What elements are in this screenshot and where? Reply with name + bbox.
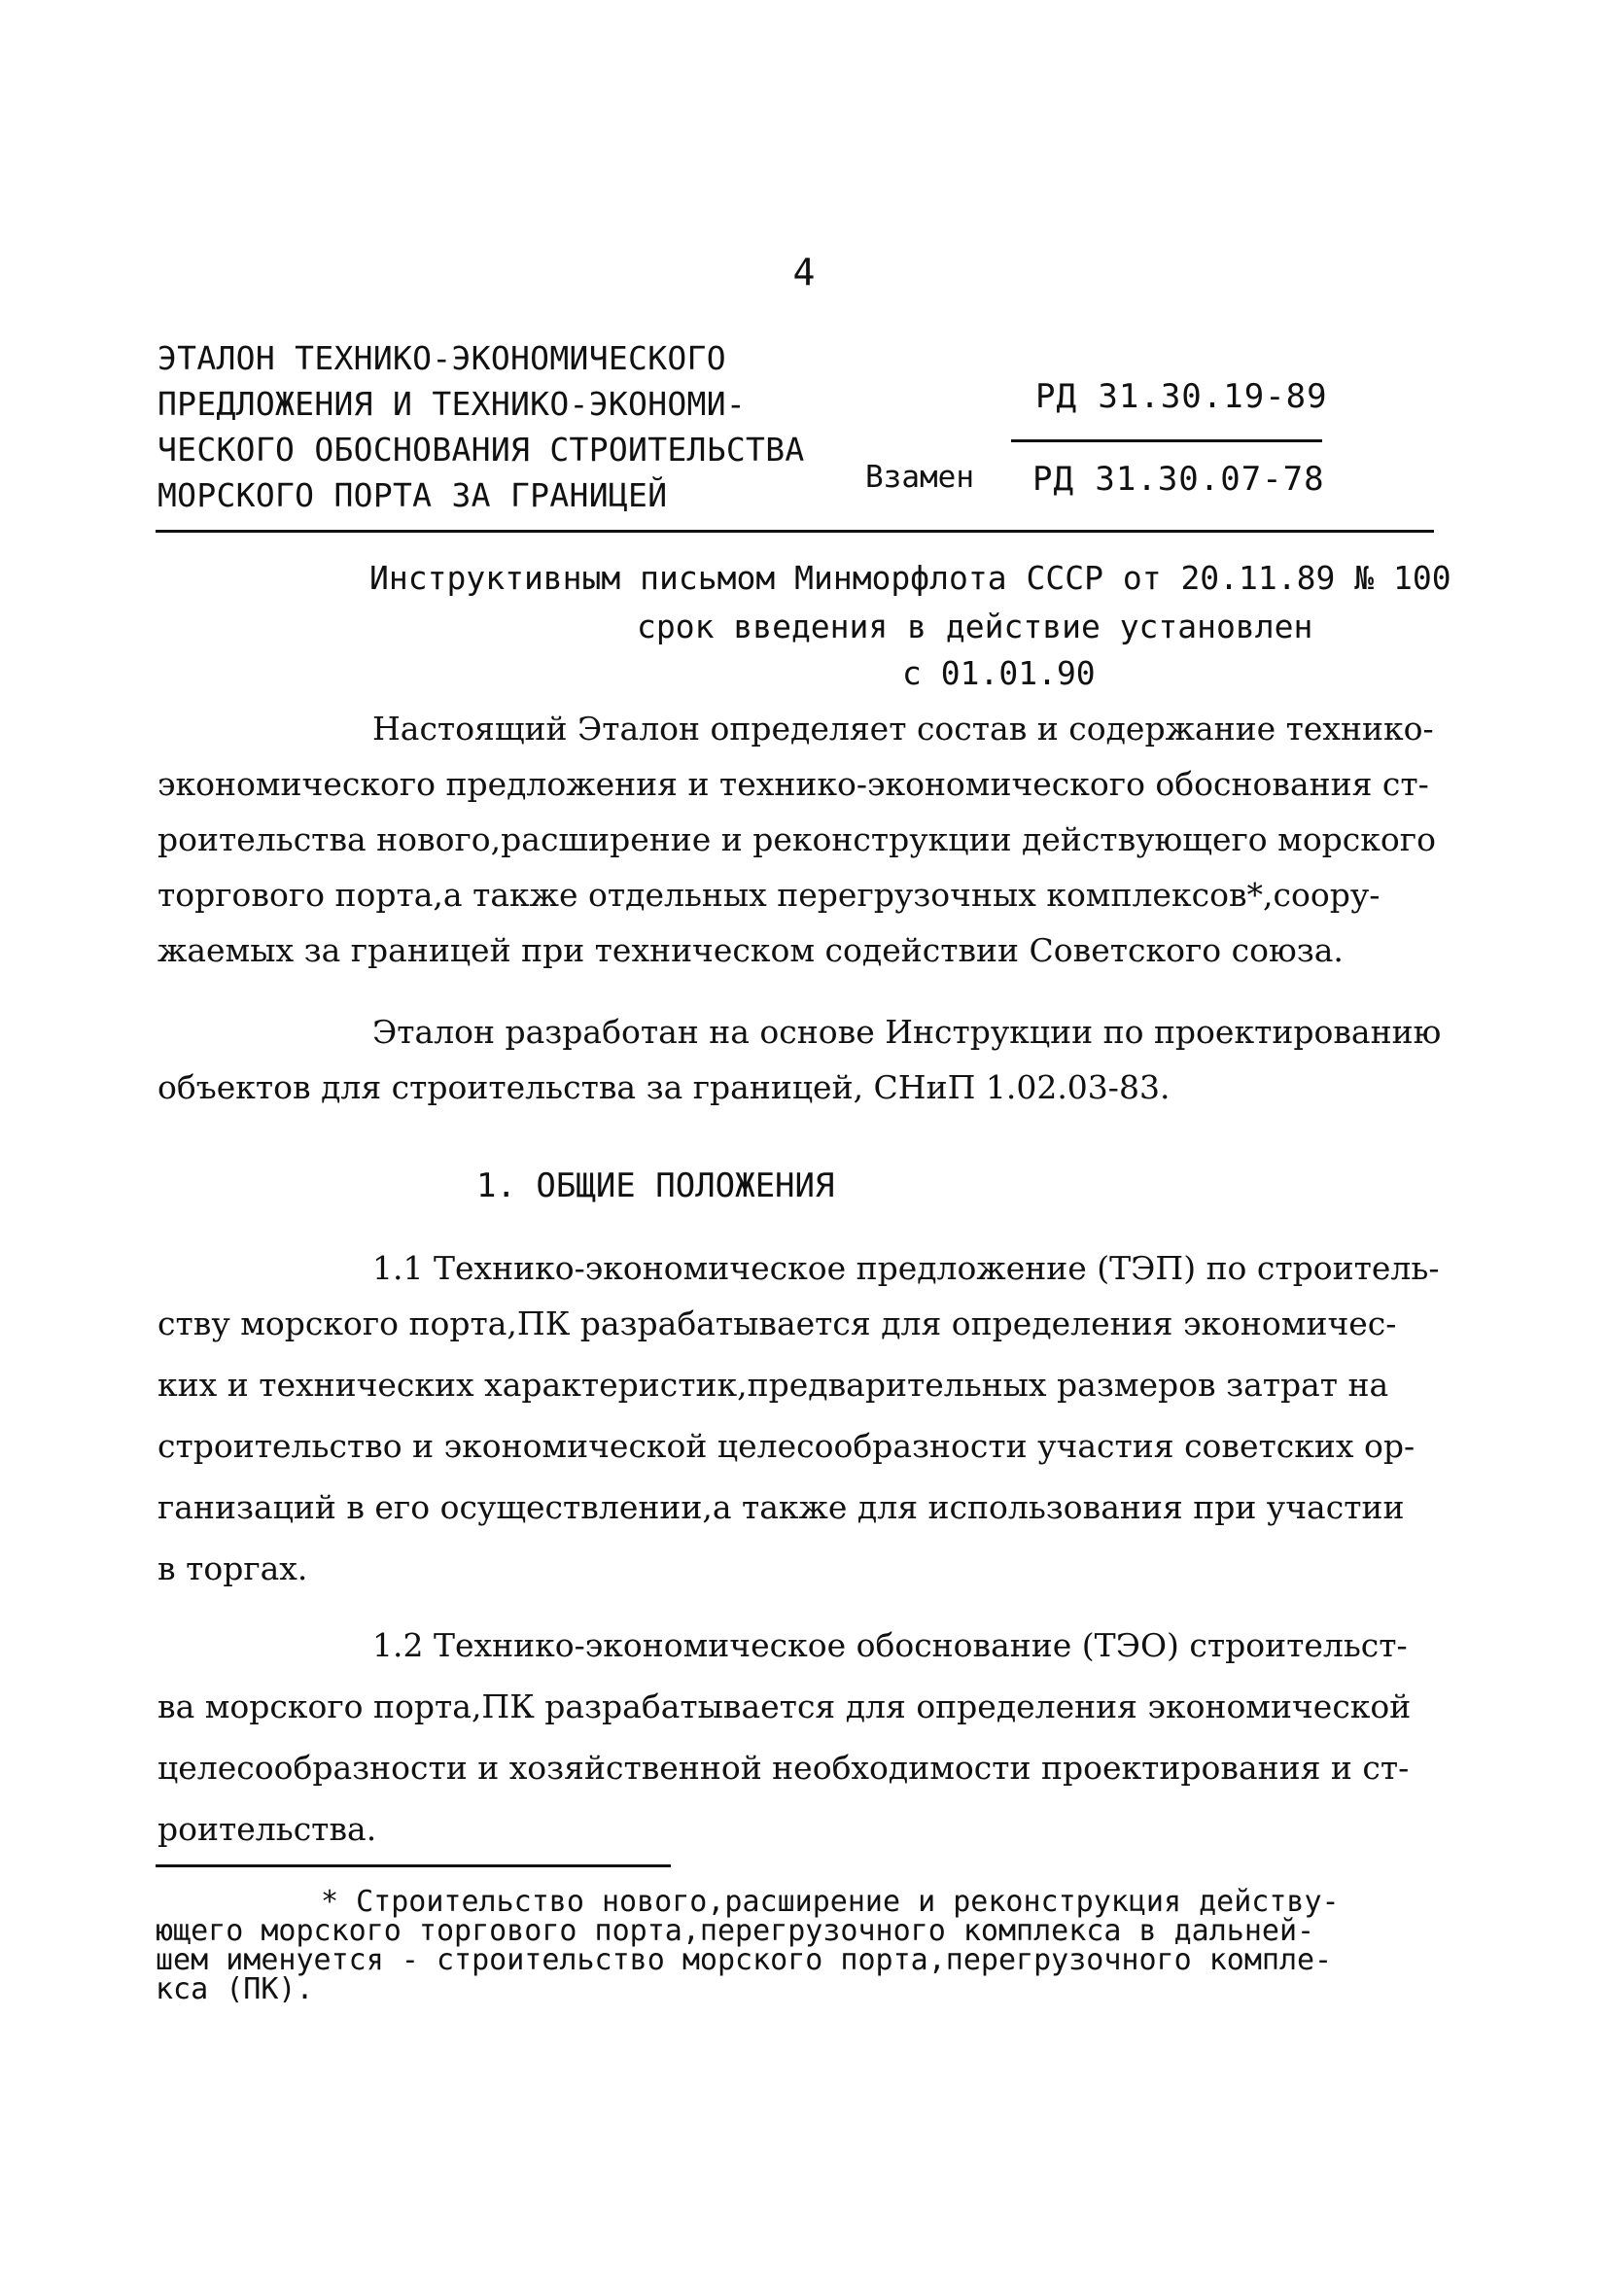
title-line: ЧЕСКОГО ОБОСНОВАНИЯ СТРОИТЕЛЬСТВА: [157, 431, 805, 469]
replaced-document-code: РД 31.30.07-78: [1032, 460, 1325, 499]
document-code: РД 31.30.19-89: [1035, 377, 1328, 416]
footnote-line: ющего морского торгового порта,перегрузочного комплекса в дальней-: [156, 1914, 1315, 1948]
clause-line: строительство и экономической целесообразности участия советских ор-: [157, 1427, 1416, 1465]
code-divider: [1011, 439, 1322, 442]
clause-line: роительства.: [157, 1810, 377, 1848]
clause-line: в торгах.: [157, 1549, 308, 1587]
clause-line: целесообразности и хозяйственной необходимости проектирования и ст-: [157, 1749, 1410, 1787]
clause-line: ству морского порта,ПК разрабатывается для определения экономичес-: [157, 1305, 1397, 1342]
section-heading: 1. ОБЩИЕ ПОЛОЖЕНИЯ: [476, 1166, 835, 1205]
footnote-line: * Строительство нового,расширение и реконструкция действу-: [321, 1885, 1340, 1919]
footnote-divider: [156, 1864, 671, 1867]
header-divider: [156, 530, 1434, 533]
document-title: [157, 335, 805, 518]
title-line: МОРСКОГО ПОРТА ЗА ГРАНИЦЕЙ: [157, 476, 668, 514]
clause-line: ганизаций в его осуществлении,а также для использования при участии: [157, 1488, 1405, 1526]
footnote-line: шем именуется - строительство морского порта,перегрузочного компле-: [156, 1943, 1333, 1977]
approval-line: срок введения в действие установлен: [637, 608, 1313, 645]
clause-line: 1.1 Технико-экономическое предложение (ТЭП) по строитель-: [372, 1249, 1440, 1287]
intro-paragraph-line: Настоящий Эталон определяет состав и содержание технико-: [372, 710, 1434, 748]
clause-line: ва морского порта,ПК разрабатывается для определения экономической: [157, 1687, 1412, 1725]
intro-paragraph-line: торгового порта,а также отдельных перегрузочных комплексов*,соору-: [157, 876, 1381, 914]
intro-paragraph-line: Эталон разработан на основе Инструкции по проектированию: [372, 1013, 1442, 1051]
title-line: ЭТАЛОН ТЕХНИКО-ЭКОНОМИЧЕСКОГО: [157, 339, 726, 377]
intro-paragraph-line: экономического предложения и технико-экономического обоснования ст-: [157, 765, 1429, 803]
intro-paragraph-line: роительства нового,расширение и реконструкции действующего морского: [157, 820, 1436, 858]
intro-paragraph-line: жаемых за границей при техническом содействии Советского союза.: [157, 931, 1344, 969]
effective-date: с 01.01.90: [902, 654, 1096, 692]
clause-line: ких и технических характеристик,предварительных размеров затрат на: [157, 1366, 1389, 1404]
clause-line: 1.2 Технико-экономическое обоснование (ТЭО) строительст-: [372, 1626, 1408, 1664]
approval-line: Инструктивным письмом Минморфлота СССР от 20.11.89 № 100: [369, 559, 1451, 597]
intro-paragraph-line: объектов для строительства за границей, СНиП 1.02.03-83.: [157, 1068, 1171, 1106]
title-line: ПРЕДЛОЖЕНИЯ И ТЕХНИКО-ЭКОНОМИ-: [157, 385, 747, 423]
replaces-label: Взамен: [865, 460, 974, 495]
footnote-line: кса (ПК).: [156, 1972, 314, 2006]
page-number: 4: [792, 251, 816, 294]
